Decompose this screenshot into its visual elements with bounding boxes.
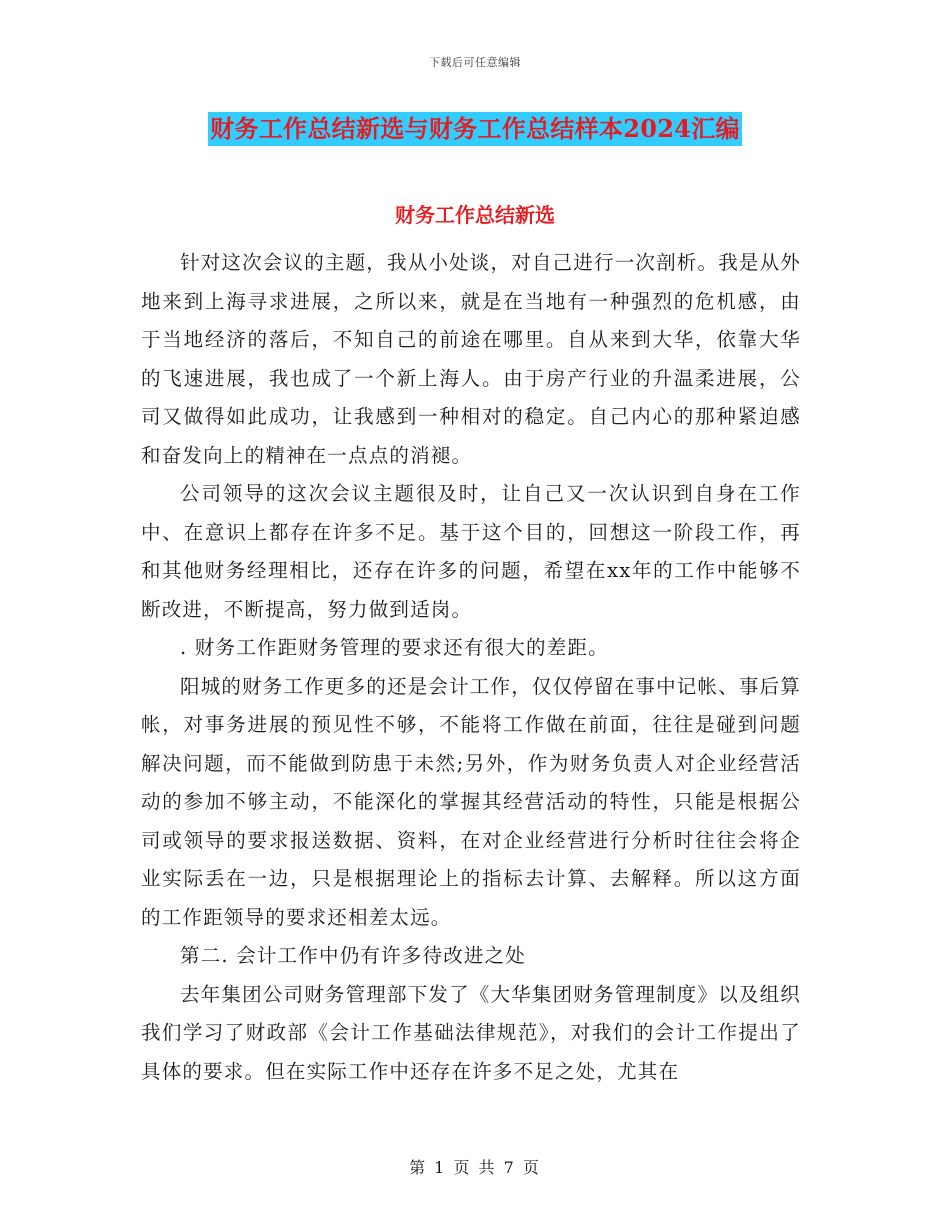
paragraph: 第二. 会计工作中仍有许多待改进之处 (180, 944, 526, 967)
document-title-container (0, 112, 950, 146)
paragraph: 阳城的财务工作更多的还是会计工作，仅仅停留在事中记帐、事后算帐，对事务进展的预见性不够，不能将工作做在前面，往往是碰到问题解决问题，而不能做到防患于未然;另外，作为财务负责人对企业经营活动的参加不够主动，不能深化的掌握其经营活动的特性，只能是根据公司或领导的要求报送数据、资料，在对企业经营进行分析时往往会将企业实际丢在一边，只是根据理论上的指标去计算、去解释。所以这方面的工作距领导的要求还相差太远。 (141, 674, 802, 929)
paragraph: 去年集团公司财务管理部下发了《大华集团财务管理制度》以及组织我们学习了财政部《会计工作基础法律规范》，对我们的会计工作提出了具体的要求。但在实际工作中还存在许多不足之处，尤其在 (141, 982, 802, 1083)
paragraph: 公司领导的这次会议主题很及时，让自己又一次认识到自身在工作中、在意识上都存在许多不足。基于这个目的，回想这一阶段工作，再和其他财务经理相比，还存在许多的问题，希望在xx年的工作中能够不断改进，不断提高，努力做到适岗。 (141, 482, 801, 621)
page-footer: 第 1 页 共 7 页 (409, 1158, 541, 1177)
section-title: 财务工作总结新选 (395, 203, 555, 227)
paragraph: 针对这次会议的主题，我从小处谈，对自己进行一次剖析。我是从外地来到上海寻求进展，之所以来，就是在当地有一种强烈的危机感，由于当地经济的落后，不知自己的前途在哪里。自从来到大华，依靠大华的飞速进展，我也成了一个新上海人。由于房产行业的升温柔进展，公司又做得如此成功，让我感到一种相对的稳定。自己内心的那种紧迫感和奋发向上的精神在一点点的消褪。 (141, 251, 802, 467)
body-text (141, 244, 801, 1091)
header-note: 下载后可任意编辑 (429, 56, 521, 69)
document-title: 财务工作总结新选与财务工作总结样本2024汇编 (208, 112, 742, 146)
paragraph: . 财务工作距财务管理的要求还有很大的差距。 (180, 636, 609, 659)
